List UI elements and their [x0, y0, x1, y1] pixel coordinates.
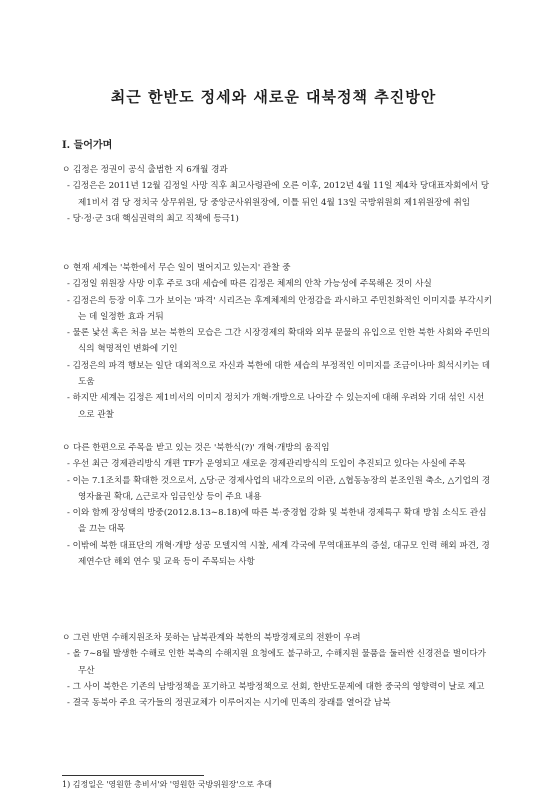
list-item: - 이는 7.1조치를 확대한 것으로서, △당·군 경제사업의 내각으로의 이관, △협동농장의 분조인원 축소, △기업의 경영자율권 확대, △근로자 임금인상 등이 주요 내용: [67, 475, 491, 502]
section-heading: Ⅰ. 들어가며: [62, 140, 113, 151]
list-item: - 결국 동북아 주요 국가들의 정권교체가 이루어지는 시기에 민족의 장래를 열어갈 남북: [67, 698, 391, 709]
paragraph-head: ㅇ 그런 반면 수해지원조차 못하는 남북관계와 북한의 북방경제로의 전환이 우려: [62, 633, 361, 643]
paragraph-block: [62, 630, 492, 711]
paragraph-block: [62, 440, 492, 570]
list-item: - 김정은의 등장 이후 그가 보이는 '파격' 시리즈는 후계체제의 안정감을 과시하고 주민친화적인 이미지를 부각시키는 데 일정한 효과 거둬: [67, 295, 493, 322]
document-title: 최근 한반도 정세와 새로운 대북정책 추진방안: [110, 88, 437, 106]
paragraph-head: ㅇ 현재 세계는 '북한에서 무슨 일이 벌어지고 있는지' 관찰 중: [62, 263, 291, 273]
paragraph-head: ㅇ 다른 한편으로 주목을 받고 있는 것은 '북한식(?)' 개혁·개방의 움직임: [62, 443, 330, 453]
footnote: 1) 김정일은 '영원한 총비서'와 '영원한 국방위원장'으로 추대: [62, 780, 273, 789]
paragraph-block: [62, 260, 492, 423]
footnote-divider: [62, 775, 204, 776]
list-item: - 물론 낯선 혹은 처음 보는 북한의 모습은 그간 시장경제의 확대와 외부 문물의 유입으로 인한 북한 사회와 주민의식의 혁명적인 변화에 기인: [67, 328, 490, 355]
paragraph-head: ㅇ 김정은 정권이 공식 출범한 지 6개월 경과: [62, 165, 228, 175]
list-item: - 김정은은 2011년 12월 김정일 사망 직후 최고사령관에 오른 이후, 2012년 4월 11일 제4차 당대표자회에서 당 제1비서 겸 당 정치국 상무위원, 당 중앙군사위원장에, 이틀 뒤인 4월 13일 국방위원회 제1위원장에 취임: [67, 181, 490, 208]
list-item: - 김정은의 파격 행보는 일단 대외적으로 자신과 북한에 대한 세습의 부정적인 이미지를 조금이나마 희석시키는 데 도움: [67, 360, 491, 388]
list-item: - 그 사이 북한은 기존의 남방정책을 포기하고 북방정책으로 선회, 한반도문제에 대한 중국의 영향력이 날로 제고: [67, 681, 485, 692]
paragraph-block: [62, 162, 492, 227]
list-item: - 올 7∼8월 발생한 수해로 인한 북측의 수해지원 요청에도 불구하고, 수해지원 물품을 둘러싼 신경전을 벌이다가 무산: [67, 649, 486, 676]
list-item: - 당·정·군 3대 핵심권력의 최고 직책에 등극1): [67, 213, 239, 224]
list-item: - 김정일 위원장 사망 이후 주로 3대 세습에 따른 김정은 체제의 안착 가능성에 주목해온 것이 사실: [67, 279, 432, 290]
list-item: - 하지만 세계는 김정은 제1비서의 이미지 정치가 개혁·개방으로 나아갈 수 있는지에 대해 우려와 기대 섞인 시선으로 관찰: [67, 393, 485, 420]
list-item: - 이밖에 북한 대표단의 개혁·개방 성공 모델지역 시찰, 세계 각국에 무역대표부의 증설, 대규모 인력 해외 파견, 경제연수단 해외 연수 및 교육 등이 주목되는 사항: [67, 540, 490, 568]
list-item: - 우선 최근 경제관리방식 개편 TF가 운영되고 새로운 경제관리방식의 도입이 추진되고 있다는 사실에 주목: [67, 459, 466, 470]
list-item: - 이와 함께 장성택의 방중(2012.8.13∼8.18)에 따른 북·중경협 강화 및 북한내 경제특구 확대 방침 소식도 관심을 끄는 대목: [67, 508, 487, 535]
